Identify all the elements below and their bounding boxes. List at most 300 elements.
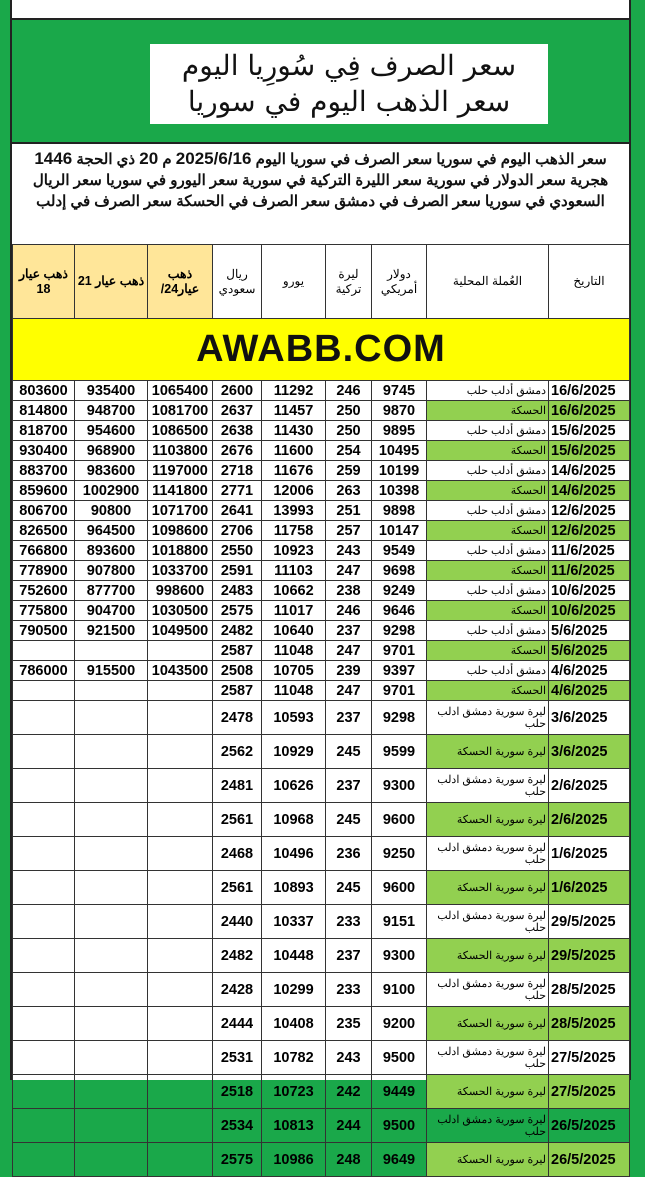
intro-hijri-year: 1446 <box>34 149 73 168</box>
try-cell: 245 <box>326 871 372 905</box>
table-row <box>13 871 630 905</box>
currency-cell: ليرة سورية الحسكة <box>427 939 549 973</box>
eur-cell: 11017 <box>262 601 326 621</box>
gold24-cell <box>148 939 213 973</box>
usd-cell: 9745 <box>372 381 427 401</box>
gold21-cell: 1002900 <box>75 481 148 501</box>
eur-cell: 10929 <box>262 735 326 769</box>
gold24-cell <box>148 973 213 1007</box>
gold24-cell: 1098600 <box>148 521 213 541</box>
gold21-cell: 983600 <box>75 461 148 481</box>
table-row <box>13 501 630 521</box>
currency-cell: الحسكة <box>427 681 549 701</box>
header-date: التاريخ <box>549 245 630 319</box>
try-cell: 243 <box>326 541 372 561</box>
gold18-cell: 752600 <box>13 581 75 601</box>
gold18-cell <box>13 681 75 701</box>
gold21-cell <box>75 939 148 973</box>
intro-gregorian-date: 2025/6/16 <box>175 149 252 168</box>
usd-cell: 9249 <box>372 581 427 601</box>
header-gold-21: ذهب عيار 21 <box>75 245 148 319</box>
gold18-cell <box>13 769 75 803</box>
gold21-cell <box>75 973 148 1007</box>
gold24-cell <box>148 1041 213 1075</box>
eur-cell: 10923 <box>262 541 326 561</box>
gold24-cell <box>148 681 213 701</box>
currency-cell: ليرة سورية الحسكة <box>427 1075 549 1109</box>
date-cell: 11/6/2025 <box>549 561 630 581</box>
try-cell: 237 <box>326 769 372 803</box>
sar-cell: 2428 <box>213 973 262 1007</box>
usd-cell: 9100 <box>372 973 427 1007</box>
eur-cell: 11758 <box>262 521 326 541</box>
date-cell: 1/6/2025 <box>549 837 630 871</box>
gold24-cell <box>148 769 213 803</box>
gold21-cell: 948700 <box>75 401 148 421</box>
sar-cell: 2637 <box>213 401 262 421</box>
gold24-cell: 1049500 <box>148 621 213 641</box>
header-usd: دولار أمريكي <box>372 245 427 319</box>
try-cell: 259 <box>326 461 372 481</box>
date-cell: 4/6/2025 <box>549 681 630 701</box>
eur-cell: 10337 <box>262 905 326 939</box>
table-row <box>13 1143 630 1177</box>
table-row <box>13 681 630 701</box>
gold18-cell: 775800 <box>13 601 75 621</box>
currency-cell: ليرة سورية الحسكة <box>427 803 549 837</box>
gold18-cell <box>13 905 75 939</box>
date-cell: 28/5/2025 <box>549 1007 630 1041</box>
table-row <box>13 1109 630 1143</box>
currency-cell: ليرة سورية دمشق ادلب حلب <box>427 769 549 803</box>
gold21-cell: 968900 <box>75 441 148 461</box>
currency-cell: الحسكة <box>427 401 549 421</box>
gold24-cell: 1103800 <box>148 441 213 461</box>
eur-cell: 10496 <box>262 837 326 871</box>
gold24-cell <box>148 1143 213 1177</box>
page-title: سعر الصرف فِي سُورِيا اليوم <box>181 49 517 82</box>
currency-cell: ليرة سورية دمشق ادلب حلب <box>427 701 549 735</box>
table-row <box>13 769 630 803</box>
sar-cell: 2481 <box>213 769 262 803</box>
try-cell: 247 <box>326 561 372 581</box>
try-cell: 250 <box>326 401 372 421</box>
intro-hijri-day: 20 <box>139 149 159 168</box>
gold21-cell <box>75 641 148 661</box>
sar-cell: 2638 <box>213 421 262 441</box>
table-row <box>13 641 630 661</box>
usd-cell: 9298 <box>372 621 427 641</box>
gold18-cell: 803600 <box>13 381 75 401</box>
gold18-cell <box>13 641 75 661</box>
usd-cell: 10147 <box>372 521 427 541</box>
usd-cell: 9649 <box>372 1143 427 1177</box>
sar-cell: 2550 <box>213 541 262 561</box>
date-cell: 16/6/2025 <box>549 381 630 401</box>
gold18-cell: 818700 <box>13 421 75 441</box>
gold21-cell: 954600 <box>75 421 148 441</box>
usd-cell: 9898 <box>372 501 427 521</box>
gold18-cell <box>13 939 75 973</box>
try-cell: 257 <box>326 521 372 541</box>
gold18-cell: 786000 <box>13 661 75 681</box>
eur-cell: 10593 <box>262 701 326 735</box>
table-row <box>13 441 630 461</box>
table-row <box>13 401 630 421</box>
gold24-cell: 1065400 <box>148 381 213 401</box>
header-row <box>13 245 630 319</box>
sar-cell: 2518 <box>213 1075 262 1109</box>
intro-paragraph <box>16 148 625 240</box>
table-row <box>13 621 630 641</box>
gold18-cell <box>13 1109 75 1143</box>
table-row <box>13 1007 630 1041</box>
eur-cell: 10723 <box>262 1075 326 1109</box>
currency-cell: دمشق أدلب حلب <box>427 381 549 401</box>
title-box <box>150 44 548 124</box>
gold24-cell <box>148 1109 213 1143</box>
gold21-cell: 877700 <box>75 581 148 601</box>
sar-cell: 2600 <box>213 381 262 401</box>
header-sar: ريال سعودي <box>213 245 262 319</box>
gold18-cell <box>13 1007 75 1041</box>
gold24-cell <box>148 701 213 735</box>
usd-cell: 9250 <box>372 837 427 871</box>
gold18-cell: 883700 <box>13 461 75 481</box>
sar-cell: 2482 <box>213 621 262 641</box>
usd-cell: 9300 <box>372 769 427 803</box>
currency-cell: ليرة سورية الحسكة <box>427 1143 549 1177</box>
usd-cell: 9870 <box>372 401 427 421</box>
date-cell: 16/6/2025 <box>549 401 630 421</box>
gold21-cell: 935400 <box>75 381 148 401</box>
date-cell: 1/6/2025 <box>549 871 630 905</box>
gold21-cell: 893600 <box>75 541 148 561</box>
try-cell: 246 <box>326 601 372 621</box>
gold18-cell: 859600 <box>13 481 75 501</box>
gold18-cell <box>13 1143 75 1177</box>
date-cell: 4/6/2025 <box>549 661 630 681</box>
gold21-cell <box>75 837 148 871</box>
gold24-cell: 1030500 <box>148 601 213 621</box>
table-row <box>13 421 630 441</box>
currency-cell: الحسكة <box>427 441 549 461</box>
table-row <box>13 541 630 561</box>
sar-cell: 2562 <box>213 735 262 769</box>
gold24-cell: 1033700 <box>148 561 213 581</box>
gold21-cell: 90800 <box>75 501 148 521</box>
eur-cell: 10640 <box>262 621 326 641</box>
eur-cell: 11457 <box>262 401 326 421</box>
exchange-rate-table <box>12 244 630 1177</box>
eur-cell: 10662 <box>262 581 326 601</box>
table-row <box>13 905 630 939</box>
usd-cell: 9895 <box>372 421 427 441</box>
usd-cell: 10398 <box>372 481 427 501</box>
usd-cell: 9300 <box>372 939 427 973</box>
date-cell: 14/6/2025 <box>549 461 630 481</box>
usd-cell: 10495 <box>372 441 427 461</box>
usd-cell: 9449 <box>372 1075 427 1109</box>
try-cell: 245 <box>326 735 372 769</box>
eur-cell: 10782 <box>262 1041 326 1075</box>
try-cell: 254 <box>326 441 372 461</box>
usd-cell: 9200 <box>372 1007 427 1041</box>
sar-cell: 2591 <box>213 561 262 581</box>
usd-cell: 9701 <box>372 681 427 701</box>
eur-cell: 11048 <box>262 641 326 661</box>
header-gold-24: ذهب عيار24/ <box>148 245 213 319</box>
date-cell: 26/5/2025 <box>549 1109 630 1143</box>
header-gold-18: ذهب عيار 18 <box>13 245 75 319</box>
gold24-cell: 1043500 <box>148 661 213 681</box>
usd-cell: 9698 <box>372 561 427 581</box>
try-cell: 244 <box>326 1109 372 1143</box>
gold18-cell <box>13 735 75 769</box>
gold18-cell: 790500 <box>13 621 75 641</box>
table-row <box>13 1041 630 1075</box>
gold21-cell <box>75 701 148 735</box>
table-row <box>13 481 630 501</box>
currency-cell: دمشق أدلب حلب <box>427 661 549 681</box>
sar-cell: 2508 <box>213 661 262 681</box>
currency-cell: الحسكة <box>427 641 549 661</box>
currency-cell: دمشق أدلب حلب <box>427 461 549 481</box>
date-cell: 29/5/2025 <box>549 939 630 973</box>
date-cell: 28/5/2025 <box>549 973 630 1007</box>
table-row <box>13 661 630 681</box>
eur-cell: 10448 <box>262 939 326 973</box>
try-cell: 236 <box>326 837 372 871</box>
date-cell: 2/6/2025 <box>549 803 630 837</box>
currency-cell: ليرة سورية الحسكة <box>427 871 549 905</box>
try-cell: 263 <box>326 481 372 501</box>
gold24-cell: 1018800 <box>148 541 213 561</box>
table-row <box>13 561 630 581</box>
date-cell: 10/6/2025 <box>549 601 630 621</box>
gold24-cell <box>148 735 213 769</box>
date-cell: 3/6/2025 <box>549 701 630 735</box>
sar-cell: 2676 <box>213 441 262 461</box>
table-row <box>13 735 630 769</box>
eur-cell: 10968 <box>262 803 326 837</box>
try-cell: 246 <box>326 381 372 401</box>
try-cell: 247 <box>326 641 372 661</box>
table-row <box>13 803 630 837</box>
eur-cell: 11676 <box>262 461 326 481</box>
intro-text-4: هجرية سعر الدولار في سورية سعر الليرة التركية في سورية سعر اليورو في سوريا سعر الريال السعودي في سوريا سعر الصرف في دمشق سعر الصرف في الحسكة سعر الصرف في إدلب <box>32 172 609 210</box>
sar-cell: 2641 <box>213 501 262 521</box>
intro-text-2: م <box>158 151 176 168</box>
gold21-cell <box>75 1143 148 1177</box>
gold21-cell <box>75 681 148 701</box>
gold18-cell: 814800 <box>13 401 75 421</box>
gold24-cell: 1071700 <box>148 501 213 521</box>
table-row <box>13 521 630 541</box>
sar-cell: 2444 <box>213 1007 262 1041</box>
date-cell: 2/6/2025 <box>549 769 630 803</box>
gold24-cell: 1141800 <box>148 481 213 501</box>
eur-cell: 11103 <box>262 561 326 581</box>
gold21-cell <box>75 1007 148 1041</box>
try-cell: 248 <box>326 1143 372 1177</box>
eur-cell: 11048 <box>262 681 326 701</box>
currency-cell: ليرة سورية دمشق ادلب حلب <box>427 973 549 1007</box>
table-row <box>13 581 630 601</box>
gold21-cell <box>75 1041 148 1075</box>
try-cell: 239 <box>326 661 372 681</box>
gold24-cell: 998600 <box>148 581 213 601</box>
gold24-cell: 1081700 <box>148 401 213 421</box>
sar-cell: 2468 <box>213 837 262 871</box>
try-cell: 251 <box>326 501 372 521</box>
eur-cell: 10893 <box>262 871 326 905</box>
gold24-cell <box>148 837 213 871</box>
eur-cell: 13993 <box>262 501 326 521</box>
date-cell: 26/5/2025 <box>549 1143 630 1177</box>
date-cell: 12/6/2025 <box>549 521 630 541</box>
sar-cell: 2482 <box>213 939 262 973</box>
gold18-cell <box>13 973 75 1007</box>
usd-cell: 9701 <box>372 641 427 661</box>
site-banner: AWABB.COM <box>13 319 630 381</box>
try-cell: 237 <box>326 939 372 973</box>
date-cell: 15/6/2025 <box>549 441 630 461</box>
try-cell: 233 <box>326 905 372 939</box>
sar-cell: 2575 <box>213 601 262 621</box>
eur-cell: 10705 <box>262 661 326 681</box>
date-cell: 5/6/2025 <box>549 621 630 641</box>
usd-cell: 9500 <box>372 1109 427 1143</box>
gold18-cell: 806700 <box>13 501 75 521</box>
currency-cell: ليرة سورية دمشق ادلب حلب <box>427 905 549 939</box>
gold18-cell: 826500 <box>13 521 75 541</box>
sar-cell: 2706 <box>213 521 262 541</box>
eur-cell: 10299 <box>262 973 326 1007</box>
date-cell: 27/5/2025 <box>549 1041 630 1075</box>
gold24-cell: 1197000 <box>148 461 213 481</box>
eur-cell: 10986 <box>262 1143 326 1177</box>
try-cell: 237 <box>326 621 372 641</box>
table-row <box>13 701 630 735</box>
sar-cell: 2483 <box>213 581 262 601</box>
currency-cell: ليرة سورية الحسكة <box>427 735 549 769</box>
try-cell: 233 <box>326 973 372 1007</box>
sar-cell: 2478 <box>213 701 262 735</box>
date-cell: 11/6/2025 <box>549 541 630 561</box>
gold24-cell <box>148 803 213 837</box>
document-frame <box>10 0 631 1168</box>
table-row <box>13 939 630 973</box>
header-eur: يورو <box>262 245 326 319</box>
currency-cell: الحسكة <box>427 601 549 621</box>
gold21-cell <box>75 1109 148 1143</box>
date-cell: 27/5/2025 <box>549 1075 630 1109</box>
header-local-currency: العُملة المحلية <box>427 245 549 319</box>
gold18-cell <box>13 701 75 735</box>
usd-cell: 9298 <box>372 701 427 735</box>
sar-cell: 2561 <box>213 803 262 837</box>
date-cell: 15/6/2025 <box>549 421 630 441</box>
gold21-cell <box>75 769 148 803</box>
gold18-cell <box>13 803 75 837</box>
gold18-cell <box>13 837 75 871</box>
page-subtitle: سعر الذهب اليوم في سوريا <box>187 85 511 118</box>
currency-cell: دمشق أدلب حلب <box>427 621 549 641</box>
gold21-cell: 921500 <box>75 621 148 641</box>
date-cell: 5/6/2025 <box>549 641 630 661</box>
currency-cell: ليرة سورية الحسكة <box>427 1007 549 1041</box>
sar-cell: 2587 <box>213 641 262 661</box>
usd-cell: 9500 <box>372 1041 427 1075</box>
gold21-cell: 964500 <box>75 521 148 541</box>
currency-cell: دمشق أدلب حلب <box>427 541 549 561</box>
header-band <box>12 18 629 144</box>
intro-text-3: ذي الحجة <box>72 151 140 168</box>
sar-cell: 2587 <box>213 681 262 701</box>
gold18-cell: 766800 <box>13 541 75 561</box>
gold21-cell <box>75 905 148 939</box>
date-cell: 12/6/2025 <box>549 501 630 521</box>
currency-cell: ليرة سورية دمشق ادلب حلب <box>427 1109 549 1143</box>
gold18-cell <box>13 871 75 905</box>
eur-cell: 10408 <box>262 1007 326 1041</box>
gold21-cell: 915500 <box>75 661 148 681</box>
table-row <box>13 973 630 1007</box>
gold24-cell <box>148 905 213 939</box>
date-cell: 3/6/2025 <box>549 735 630 769</box>
try-cell: 237 <box>326 701 372 735</box>
currency-cell: الحسكة <box>427 481 549 501</box>
gold18-cell: 930400 <box>13 441 75 461</box>
header-try: ليرة تركية <box>326 245 372 319</box>
eur-cell: 11430 <box>262 421 326 441</box>
date-cell: 14/6/2025 <box>549 481 630 501</box>
currency-cell: دمشق أدلب حلب <box>427 501 549 521</box>
intro-text-1: سعر الذهب اليوم في سوريا سعر الصرف في سوريا اليوم <box>251 151 607 168</box>
currency-cell: دمشق أدلب حلب <box>427 581 549 601</box>
currency-cell: ليرة سورية دمشق ادلب حلب <box>427 1041 549 1075</box>
sar-cell: 2575 <box>213 1143 262 1177</box>
eur-cell: 10813 <box>262 1109 326 1143</box>
sar-cell: 2561 <box>213 871 262 905</box>
usd-cell: 9600 <box>372 871 427 905</box>
banner-row <box>13 319 630 381</box>
currency-cell: الحسكة <box>427 561 549 581</box>
sar-cell: 2771 <box>213 481 262 501</box>
try-cell: 242 <box>326 1075 372 1109</box>
sar-cell: 2718 <box>213 461 262 481</box>
try-cell: 245 <box>326 803 372 837</box>
eur-cell: 12006 <box>262 481 326 501</box>
gold21-cell: 904700 <box>75 601 148 621</box>
currency-cell: دمشق أدلب حلب <box>427 421 549 441</box>
gold21-cell <box>75 871 148 905</box>
gold24-cell: 1086500 <box>148 421 213 441</box>
usd-cell: 9549 <box>372 541 427 561</box>
gold21-cell <box>75 735 148 769</box>
table-row <box>13 601 630 621</box>
eur-cell: 11292 <box>262 381 326 401</box>
usd-cell: 9600 <box>372 803 427 837</box>
sar-cell: 2531 <box>213 1041 262 1075</box>
usd-cell: 10199 <box>372 461 427 481</box>
try-cell: 235 <box>326 1007 372 1041</box>
usd-cell: 9151 <box>372 905 427 939</box>
table-row <box>13 381 630 401</box>
try-cell: 250 <box>326 421 372 441</box>
try-cell: 238 <box>326 581 372 601</box>
